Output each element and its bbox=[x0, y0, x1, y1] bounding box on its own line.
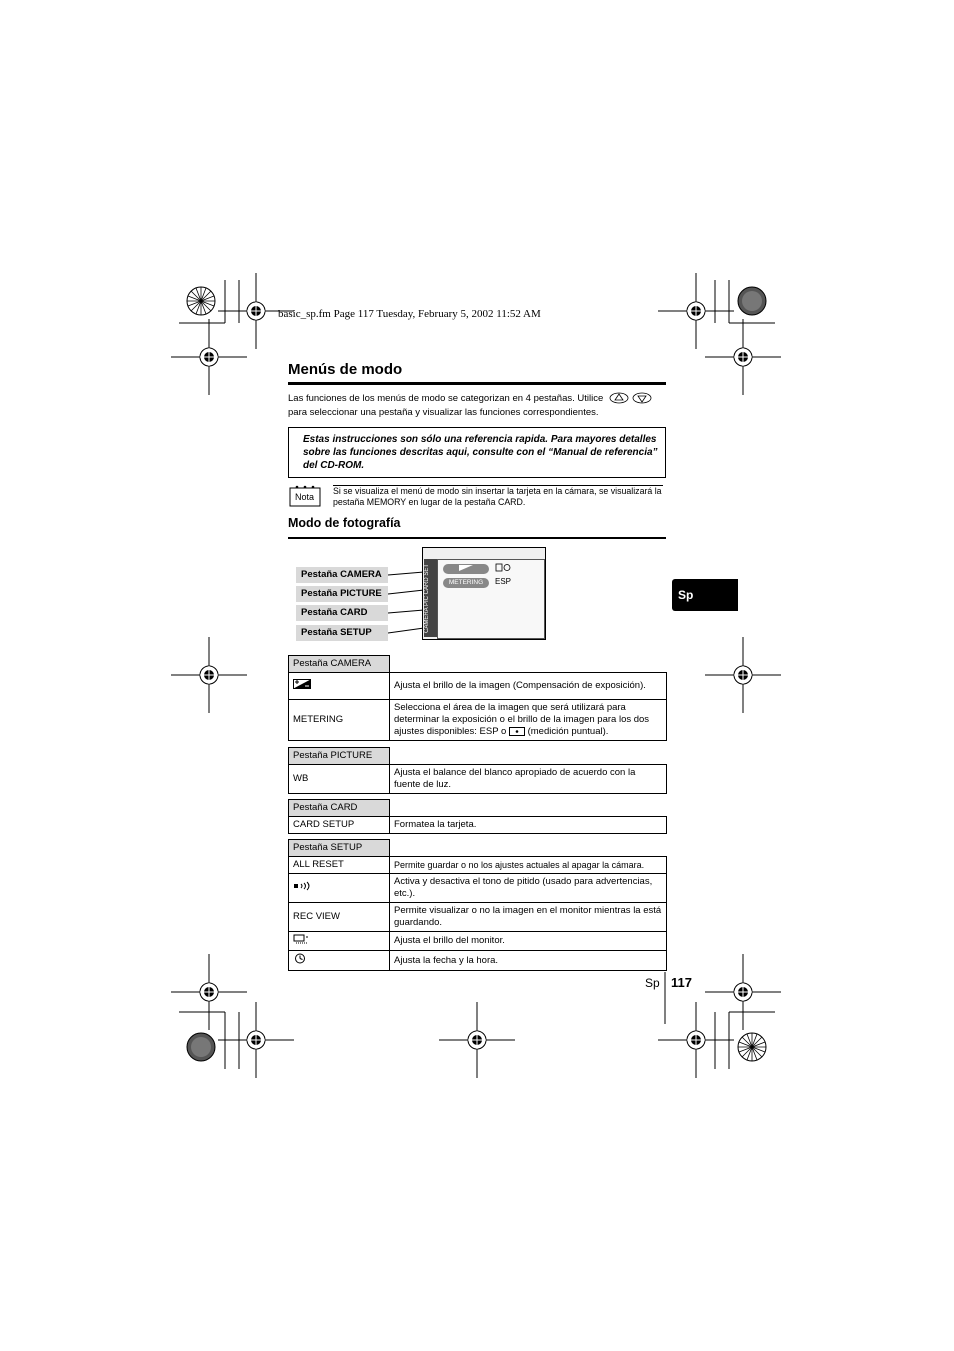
lcd-esp-value: ESP bbox=[495, 577, 512, 586]
metering-desc: Selecciona el área de la imagen que será utilizará para determinar la exposición o el brillo de la imagen para los dos ajustes disponibles: ESP o bbox=[394, 702, 650, 737]
nota-badge bbox=[288, 484, 324, 508]
table-cell-desc: Ajusta el brillo del monitor. bbox=[390, 932, 667, 951]
clock-icon bbox=[293, 953, 309, 964]
camera-tab-table bbox=[288, 655, 667, 741]
table-cell-desc: Ajusta la fecha y la hora. bbox=[390, 951, 667, 971]
lcd-exposure-value bbox=[495, 563, 511, 574]
table-row bbox=[289, 700, 667, 741]
exposure-compensation-icon bbox=[458, 564, 474, 572]
intro-paragraph bbox=[288, 392, 668, 420]
diagram-label-card: Pestaña CARD bbox=[296, 605, 388, 621]
card-tab-table bbox=[288, 799, 667, 834]
monitor-brightness-icon bbox=[293, 934, 309, 944]
table-row bbox=[289, 932, 667, 951]
spot-metering-icon bbox=[509, 727, 525, 736]
exposure-compensation-icon bbox=[293, 679, 311, 689]
table-cell-desc: Activa y desactiva el tono de pitido (usado para advertencias, etc.). bbox=[390, 874, 667, 903]
table-cell-item: METERING bbox=[289, 700, 390, 741]
arrow-up-down-icon bbox=[609, 392, 653, 404]
table-cell-desc: Permite visualizar o no la imagen en el monitor mientras la está guardando. bbox=[390, 903, 667, 932]
setup-tab-table bbox=[288, 839, 667, 971]
footer-language: Sp bbox=[645, 976, 660, 990]
table-cell-desc bbox=[390, 700, 667, 741]
table-cell-item: CARD SETUP bbox=[289, 817, 390, 834]
page-number: 117 bbox=[671, 975, 692, 990]
table-cell-desc: Ajusta el brillo de la imagen (Compensación de exposición). bbox=[390, 673, 667, 700]
table-header: Pestaña CARD bbox=[289, 800, 390, 817]
exposure-value-icon bbox=[495, 563, 511, 572]
table-cell-desc: Formatea la tarjeta. bbox=[390, 817, 667, 834]
table-cell-item: WB bbox=[289, 765, 390, 794]
lcd-exposure-pill bbox=[443, 564, 489, 574]
metering-desc-tail: (medición puntual). bbox=[527, 726, 609, 737]
lcd-metering-pill: METERING bbox=[443, 578, 489, 588]
lcd-tab-labels: CAMERA PIC CARD SET bbox=[424, 563, 430, 633]
table-row bbox=[289, 874, 667, 903]
table-header: Pestaña SETUP bbox=[289, 840, 390, 857]
lcd-menu-area bbox=[437, 559, 545, 639]
beep-sound-icon bbox=[293, 881, 311, 891]
subtitle-rule bbox=[288, 537, 666, 539]
reference-notice: Estas instrucciones son sólo una referencia rapida. Para mayores detalles sobre las funciones descritas aqui, consulte con el “Manual de referencia” del CD-ROM. bbox=[288, 427, 666, 478]
diagram-label-picture: Pestaña PICTURE bbox=[296, 586, 388, 602]
file-header-line: basic_sp.fm Page 117 Tuesday, February 5, 2002 11:52 AM bbox=[278, 308, 541, 320]
table-row bbox=[289, 673, 667, 700]
diagram-label-camera: Pestaña CAMERA bbox=[296, 567, 388, 583]
nota-text: Si se visualiza el menú de modo sin insertar la tarjeta en la cámara, se visualizará la pestaña MEMORY en lugar de la pestaña CARD. bbox=[333, 486, 662, 507]
table-row bbox=[289, 817, 667, 834]
picture-tab-table bbox=[288, 747, 667, 794]
language-side-tab: Sp bbox=[672, 579, 738, 611]
intro-line-1: Las funciones de los menús de modo se categorizan en 4 pestañas. Utilice bbox=[288, 393, 604, 404]
table-header: Pestaña PICTURE bbox=[289, 748, 390, 765]
table-cell-desc: Permite guardar o no los ajustes actuales al apagar la cámara. bbox=[390, 857, 667, 874]
camera-lcd-screen bbox=[422, 547, 546, 640]
title-rule bbox=[288, 382, 666, 385]
table-row bbox=[289, 857, 667, 874]
table-row bbox=[289, 903, 667, 932]
lcd-tab-strip bbox=[424, 559, 437, 637]
nota-label: Nota bbox=[295, 492, 315, 502]
table-cell-item: ALL RESET bbox=[289, 857, 390, 874]
table-cell-item: REC VIEW bbox=[289, 903, 390, 932]
table-header: Pestaña CAMERA bbox=[289, 656, 390, 673]
page-title: Menús de modo bbox=[288, 361, 403, 378]
section-subtitle: Modo de fotografía bbox=[288, 516, 401, 530]
table-row bbox=[289, 765, 667, 794]
table-row bbox=[289, 951, 667, 971]
diagram-label-setup: Pestaña SETUP bbox=[296, 625, 388, 641]
table-cell-desc: Ajusta el balance del blanco apropiado de acuerdo con la fuente de luz. bbox=[390, 765, 667, 794]
intro-line-2: para seleccionar una pestaña y visualizar las funciones correspondientes. bbox=[288, 407, 599, 418]
